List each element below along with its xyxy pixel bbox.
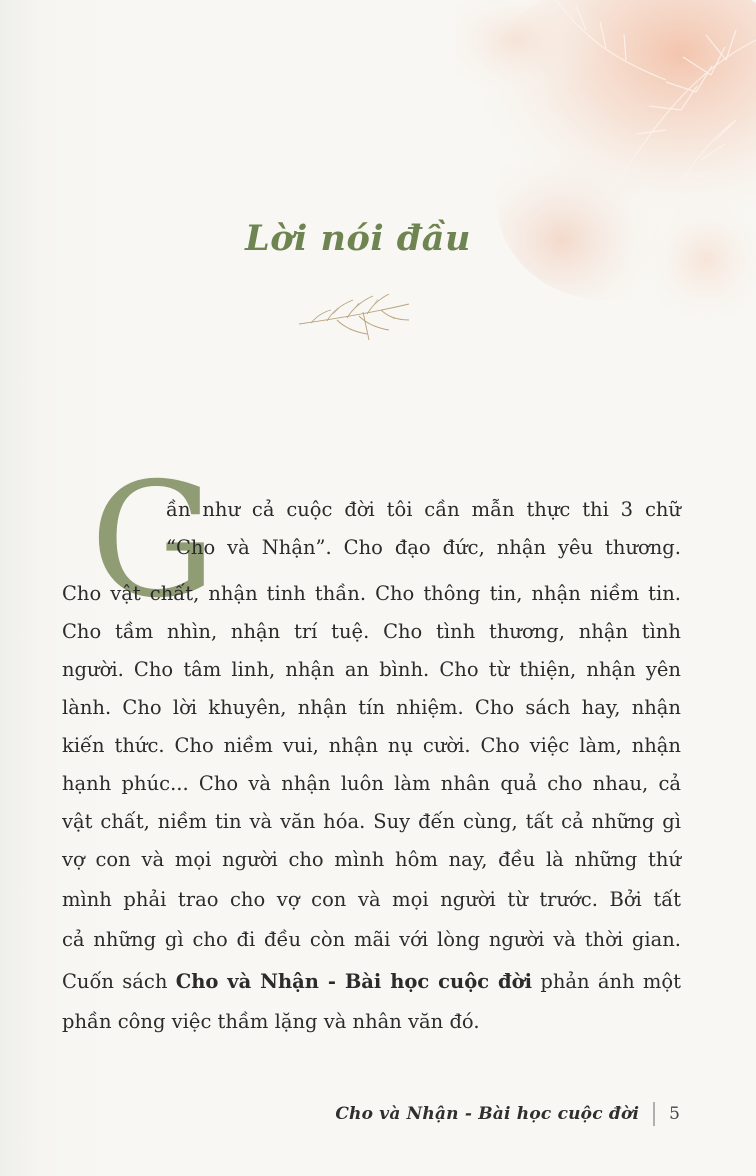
page-number: 5 (669, 1104, 680, 1124)
text-line-8: hạnh phúc... Cho và nhận luôn làm nhân quả cho nhau, cả (62, 772, 681, 795)
text-line-12: cả những gì cho đi đều còn mãi với lòng người và thời gian. (62, 928, 681, 951)
text-line-4: Cho tầm nhìn, nhận trí tuệ. Cho tình thương, nhận tình (62, 620, 681, 643)
text-line-5: người. Cho tâm linh, nhận an bình. Cho từ thiện, nhận yên (62, 658, 681, 681)
text-line-1: ần như cả cuộc đời tôi cần mẫn thực thi 3 chữ (166, 498, 681, 521)
text-line-2: “Cho và Nhận”. Cho đạo đức, nhận yêu thương. (166, 536, 681, 559)
text-line-14: phần công việc thầm lặng và nhân văn đó. (62, 1010, 480, 1033)
text-line-9: vật chất, niềm tin và văn hóa. Suy đến cùng, tất cả những gì (62, 810, 681, 833)
text-line-13: Cuốn sách Cho và Nhận - Bài học cuộc đời phản ánh một (62, 970, 681, 993)
watercolor-flower-decoration (456, 0, 756, 340)
drop-cap-letter: G (90, 449, 217, 633)
page-heading: Lời nói đầu (245, 218, 471, 259)
text-line-6: lành. Cho lời khuyên, nhận tín nhiệm. Cho sách hay, nhận (62, 696, 681, 719)
text-line-3: Cho vật chất, nhận tinh thần. Cho thông tin, nhận niềm tin. (62, 582, 681, 605)
running-title: Cho và Nhận - Bài học cuộc đời (335, 1104, 640, 1124)
footer-divider (653, 1102, 655, 1126)
text-line-10: vợ con và mọi người cho mình hôm nay, đều là những thứ (62, 848, 681, 871)
book-title-inline: Cho và Nhận - Bài học cuộc đời (175, 970, 533, 993)
text-line-11: mình phải trao cho vợ con và mọi người từ trước. Bởi tất (62, 888, 681, 911)
page-footer (335, 1102, 680, 1126)
leaf-sprig-ornament (297, 290, 415, 342)
text-line-7: kiến thức. Cho niềm vui, nhận nụ cười. Cho việc làm, nhận (62, 734, 681, 757)
